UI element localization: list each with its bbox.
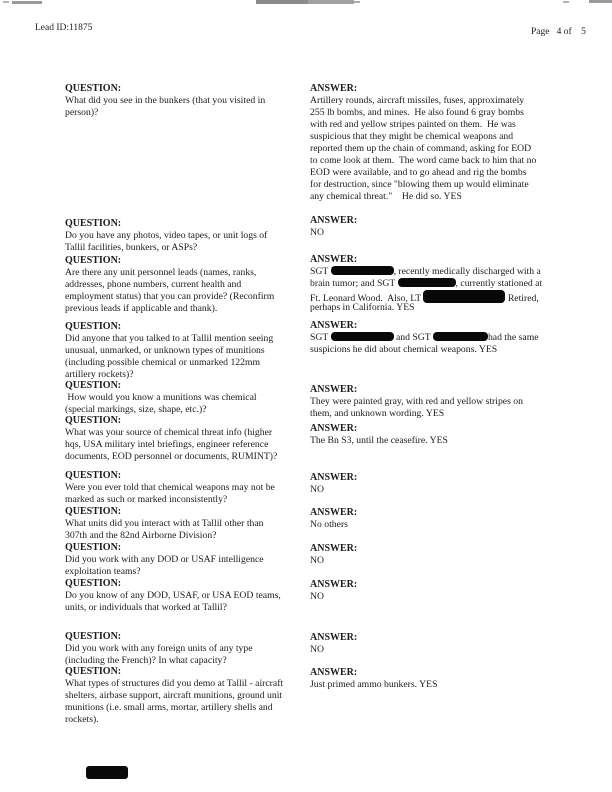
question-text-line: Do you have any photos, video tapes, or unit logs of	[65, 230, 268, 241]
question-text-line: person)?	[65, 107, 99, 118]
question-text-line: What units did you interact with at Tallil other than	[65, 518, 264, 529]
top-edge-mark	[589, 0, 612, 3]
lead-id-text: Lead ID:11875	[35, 23, 93, 33]
answer-block	[310, 215, 568, 239]
question-text-line: Did anyone that you talked to at Tallil mention seeing	[65, 333, 274, 344]
answer-block	[310, 320, 568, 356]
answer-text-line: perhaps in California. YES	[310, 302, 415, 313]
question-block	[65, 542, 307, 578]
answer-label: ANSWER:	[310, 320, 358, 331]
question-label: QUESTION:	[65, 470, 122, 481]
question-text-line: employment status) that you can provide? (Reconfirm	[65, 291, 275, 302]
top-edge-mark	[308, 0, 354, 4]
answer-text-line: They were painted gray, with red and yellow stripes on	[310, 396, 523, 407]
question-block	[65, 631, 307, 667]
question-label: QUESTION:	[65, 218, 122, 229]
question-text-line: Do you know of any DOD, USAF, or USA EOD teams,	[65, 590, 281, 601]
question-block	[65, 506, 307, 542]
redaction-bar	[331, 332, 394, 341]
answer-text-line: any chemical threat." He did so. YES	[310, 191, 462, 202]
question-text-line: Are there any unit personnel leads (names, ranks,	[65, 267, 257, 278]
question-text-line: hqs, USA military intel briefings, engineer reference	[65, 439, 269, 450]
question-text-line: addresses, phone numbers, current health and	[65, 279, 242, 290]
answer-label: ANSWER:	[310, 579, 358, 590]
question-text-line: Did you work with any foreign units of any type	[65, 643, 253, 654]
question-block	[65, 578, 307, 614]
answer-text-line: them, and unknown wording. YES	[310, 408, 445, 419]
answer-text-line: NO	[310, 591, 324, 602]
answer-text-line: brain tumor; and SGT , currently stationed at	[310, 278, 543, 289]
answer-text-line: EOD were available, and to go ahead and rig the bombs	[310, 167, 527, 178]
question-label: QUESTION:	[65, 255, 122, 266]
answer-label: ANSWER:	[310, 384, 358, 395]
question-text-line: exploitation teams?	[65, 566, 141, 577]
question-text-line: (including the French)? In what capacity?	[65, 655, 227, 666]
answer-text-line: SGT , recently medically discharged with a	[310, 266, 541, 277]
question-block	[65, 470, 307, 506]
redaction-bar	[433, 332, 488, 341]
question-text-line: rockets).	[65, 714, 99, 725]
question-label: QUESTION:	[65, 578, 122, 589]
question-text-line: How would you know a munitions was chemical	[65, 392, 257, 403]
question-text-line: Were you ever told that chemical weapons may not be	[65, 482, 275, 493]
answer-text-line: to come look at them. The word came back to him that no	[310, 155, 537, 166]
question-block	[65, 380, 307, 416]
answer-label: ANSWER:	[310, 632, 358, 643]
question-block	[65, 255, 307, 315]
question-text-line: units, or individuals that worked at Tallil?	[65, 602, 227, 613]
top-edge-mark	[354, 1, 360, 3]
answer-block	[310, 667, 568, 691]
answer-block	[310, 543, 568, 567]
question-label: QUESTION:	[65, 666, 122, 677]
top-edge-mark	[256, 0, 308, 4]
question-label: QUESTION:	[65, 542, 122, 553]
question-text-line: artillery rockets)?	[65, 369, 134, 380]
answer-text-line: Ft. Leonard Wood. Also, LT Retired,	[310, 290, 568, 302]
answer-label: ANSWER:	[310, 543, 358, 554]
question-text-line: 307th and the 82nd Airborne Division?	[65, 530, 217, 541]
answer-text-line: NO	[310, 227, 324, 238]
answer-text-line: NO	[310, 484, 324, 495]
question-label: QUESTION:	[65, 631, 122, 642]
answer-label: ANSWER:	[310, 254, 358, 265]
question-block	[65, 666, 307, 726]
question-text-line: munitions (i.e. small arms, mortar, artillery shells and	[65, 702, 273, 713]
answer-block	[310, 579, 568, 603]
answer-text-line: No others	[310, 519, 348, 530]
page-number-text: Page 4 of 5	[531, 27, 586, 37]
answer-text-line: NO	[310, 555, 324, 566]
question-text-line: documents, EOD personnel or documents, RUMINT)?	[65, 451, 278, 462]
answer-text-line: 255 lb bombs, and mines. He also found 6 gray bombs	[310, 107, 524, 118]
question-text-line: marked as such or marked inconsistently?	[65, 494, 228, 505]
question-block	[65, 83, 307, 119]
answer-text-line: suspicions he did about chemical weapons. YES	[310, 344, 498, 355]
answer-block	[310, 507, 568, 531]
top-edge-mark	[12, 1, 42, 4]
answer-label: ANSWER:	[310, 215, 358, 226]
answer-text-line: SGT and SGT had the same	[310, 332, 539, 343]
question-label: QUESTION:	[65, 83, 122, 94]
answer-label: ANSWER:	[310, 423, 358, 434]
answer-text-line: reported them up the chain of command, asking for EOD	[310, 143, 532, 154]
redaction-bar	[423, 290, 505, 303]
question-block	[65, 321, 307, 381]
answer-label: ANSWER:	[310, 507, 358, 518]
question-text-line: Did you work with any DOD or USAF intelligence	[65, 554, 264, 565]
question-label: QUESTION:	[65, 415, 122, 426]
question-label: QUESTION:	[65, 380, 122, 391]
question-text-line: What was your source of chemical threat info (higher	[65, 427, 273, 438]
answer-block	[310, 384, 568, 420]
question-label: QUESTION:	[65, 506, 122, 517]
answer-block	[310, 423, 568, 447]
answer-block	[310, 83, 568, 203]
question-text-line: shelters, airbase support, aircraft munitions, ground unit	[65, 690, 283, 701]
answer-text-line: NO	[310, 644, 324, 655]
question-text-line: What did you see in the bunkers (that you visited in	[65, 95, 266, 106]
question-text-line: (special markings, size, shape, etc.)?	[65, 404, 207, 415]
question-block	[65, 218, 307, 254]
answer-block	[310, 472, 568, 496]
bottom-redaction-box	[86, 766, 128, 779]
answer-text-line: with red and yellow stripes painted on them. He was	[310, 119, 516, 130]
answer-label: ANSWER:	[310, 667, 358, 678]
answer-label: ANSWER:	[310, 83, 358, 94]
answer-block	[310, 632, 568, 656]
answer-text-line: Artillery rounds, aircraft missiles, fuses, approximately	[310, 95, 525, 106]
question-block	[65, 415, 307, 463]
answer-text-line: Just primed ammo bunkers. YES	[310, 679, 438, 690]
question-text-line: (including possible chemical or unmarked 122mm	[65, 357, 261, 368]
question-text-line: previous leads if applicable and thank).	[65, 303, 218, 314]
question-text-line: unusual, unmarked, or unknown types of munitions	[65, 345, 265, 356]
question-text-line: What types of structures did you demo at Tallil - aircraft	[65, 678, 284, 689]
answer-label: ANSWER:	[310, 472, 358, 483]
answer-text-line: for destruction, since "blowing them up would eliminate	[310, 179, 529, 190]
answer-text-line: suspicious that they might be chemical weapons and	[310, 131, 514, 142]
redaction-bar	[331, 266, 394, 275]
top-edge-mark	[563, 1, 569, 3]
question-label: QUESTION:	[65, 321, 122, 332]
question-text-line: Tallil facilities, bunkers, or ASPs?	[65, 242, 198, 253]
answer-text-line: The Bn S3, until the ceasefire. YES	[310, 435, 448, 446]
redaction-bar	[398, 278, 456, 287]
answer-block	[310, 254, 568, 314]
top-edge-mark	[3, 1, 9, 3]
